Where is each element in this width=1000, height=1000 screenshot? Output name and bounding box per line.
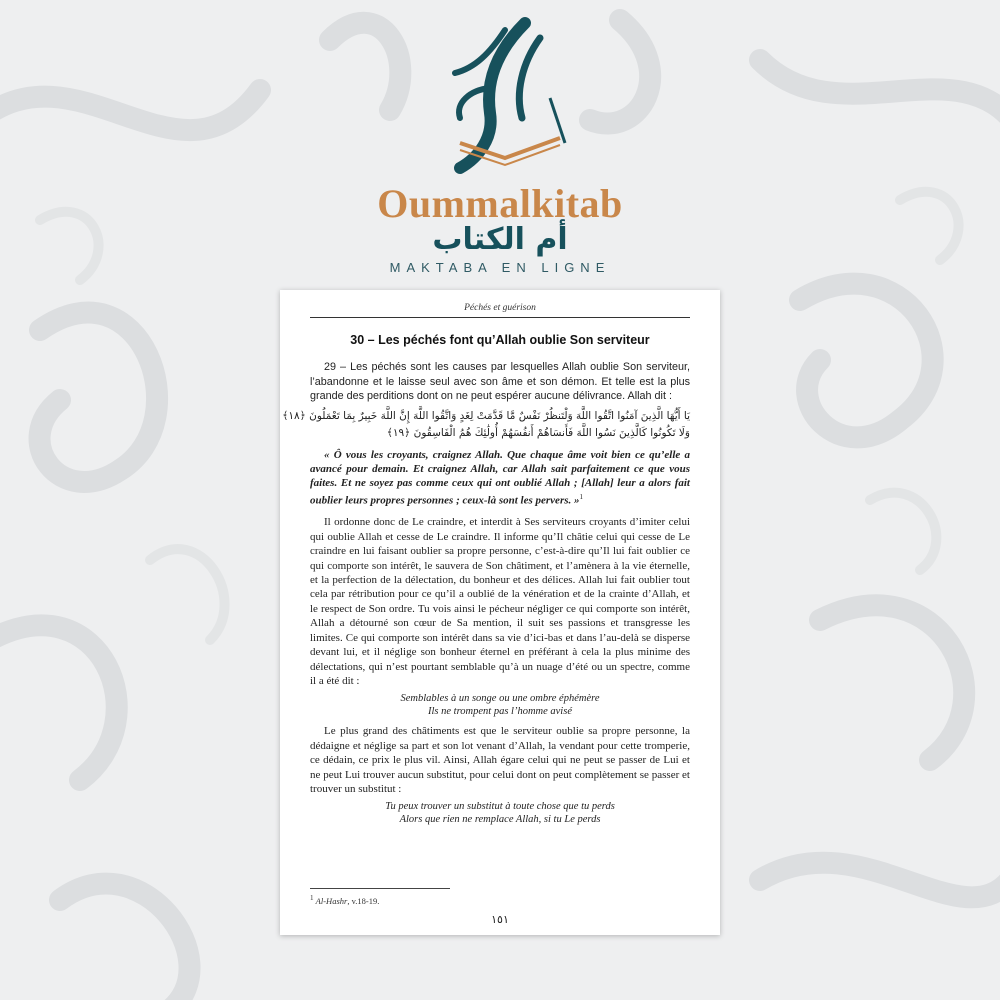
punishment-paragraph: Le plus grand des châtiments est que le serviteur oublie sa propre personne, la dédaigne et néglige sa part et son lot venant d’Allah, la vendant pour cette tromperie, ce dédain, ce prix le plus vil. Ainsi, Allah égare celui qui ne peut se passer de Lui et ne peut Lui trouver aucun substitut, pour celui dont on peut complètement se passer et trouver un substitut : bbox=[310, 725, 690, 795]
poem-line: Tu peux trouver un substitut à toute chose que tu perds bbox=[385, 801, 615, 813]
poem-line: Alors que rien ne remplace Allah, si tu Le perds bbox=[399, 814, 601, 826]
poem-line: Semblables à un songe ou une ombre éphémère bbox=[400, 693, 600, 705]
commentary-paragraph: Il ordonne donc de Le craindre, et interdit à Ses serviteurs croyants d’imiter celui qui oublie Allah et cesse de Le craindre. Il informe qu’Il châtie celui qui cesse de Le craindre en lui faisant oublier sa propre personne, c’est-à-dire qu’Il lui fait oublier ce qui comporte son intérêt, le sauvera de Son châtiment, et l’amènera à la vie éternelle, et la perfection de la délectation, du bonheur et des délices. Allah lui fait oublier tout cela par rétribution pour ce qu’il a oublié de la vénération et de la crainte d’Allah, et le respect de Son ordre. Tu vois ainsi le pécheur négliger ce qui comporte son intérêt, Allah a détourné son cœur de Sa mention, il suit ses passions et transgresse les limites. Ce qui comporte son intérêt dans sa vie d’ici-bas et dans l’au-delà se disperse devant lui, et il néglige son bonheur éternel en préférant à cela la plus minime des délectations, qui n’est pourtant semblable qu’à un nuage d’été ou un spectre, comme il a été dit : bbox=[310, 516, 690, 687]
footnote-reference: 1 bbox=[579, 492, 584, 501]
page-number: ١٥١ bbox=[491, 913, 509, 926]
intro-paragraph: 29 – Les péchés sont les causes par lesquelles Allah oublie Son serviteur, l’abandonne et le laisse seul avec son âme et son démon. Et telle est la plus grande des perditions dont on ne peut espérer aucune délivrance. Allah dit : bbox=[310, 361, 690, 403]
footnote bbox=[310, 894, 690, 906]
footnote-mark: 1 bbox=[310, 894, 314, 902]
verse-translation bbox=[310, 448, 690, 508]
verse-translation-text: « Ô vous les croyants, craignez Allah. Que chaque âme voit bien ce qu’elle a avancé pour demain. Et craignez Allah, car Allah sait parfaitement ce que vous faites. Et ne soyez pas comme ceux qui ont oublié Allah ; [Allah] leur a alors fait oublier leurs propres personnes ; ceux-là sont les pervers. » bbox=[310, 448, 690, 507]
brand-logo bbox=[0, 0, 1000, 280]
calligraphy-book-logo-icon bbox=[430, 18, 580, 178]
chapter-title: 30 – Les péchés font qu’Allah oublie Son serviteur bbox=[350, 333, 650, 347]
poem-verse bbox=[310, 800, 690, 826]
running-head: Péchés et guérison bbox=[464, 303, 536, 313]
footnote-rule bbox=[310, 888, 450, 889]
brand-name-latin: Oummalkitab bbox=[377, 181, 623, 226]
book-page bbox=[280, 290, 720, 935]
brand-tagline: MAKTABA EN LIGNE bbox=[389, 260, 611, 275]
page-body bbox=[282, 360, 690, 832]
footnote-ref: , v.18-19. bbox=[347, 895, 380, 906]
header-rule bbox=[310, 317, 690, 318]
quran-verse bbox=[282, 408, 690, 442]
footnote-source: Al-Hashr bbox=[315, 895, 348, 906]
poem-verse bbox=[310, 692, 690, 718]
quran-verse-line: وَلَا تَكُونُوا كَالَّذِينَ نَسُوا اللَّهَ فَأَنسَاهُمْ أَنفُسَهُمْ أُولَٰئِكَ هُمُ الْفَاسِقُونَ ﴿١٩﴾ bbox=[386, 426, 690, 439]
brand-name-arabic: أم الكتاب bbox=[432, 222, 568, 257]
quran-verse-line: يَا أَيُّهَا الَّذِينَ آمَنُوا اتَّقُوا اللَّهَ وَلْتَنظُرْ نَفْسٌ مَّا قَدَّمَتْ لِغَدٍ وَاتَّقُوا اللَّهَ إِنَّ اللَّهَ خَبِيرٌ بِمَا تَعْمَلُونَ ﴿١٨﴾ bbox=[282, 409, 690, 422]
poem-line: Ils ne trompent pas l’homme avisé bbox=[428, 706, 572, 718]
